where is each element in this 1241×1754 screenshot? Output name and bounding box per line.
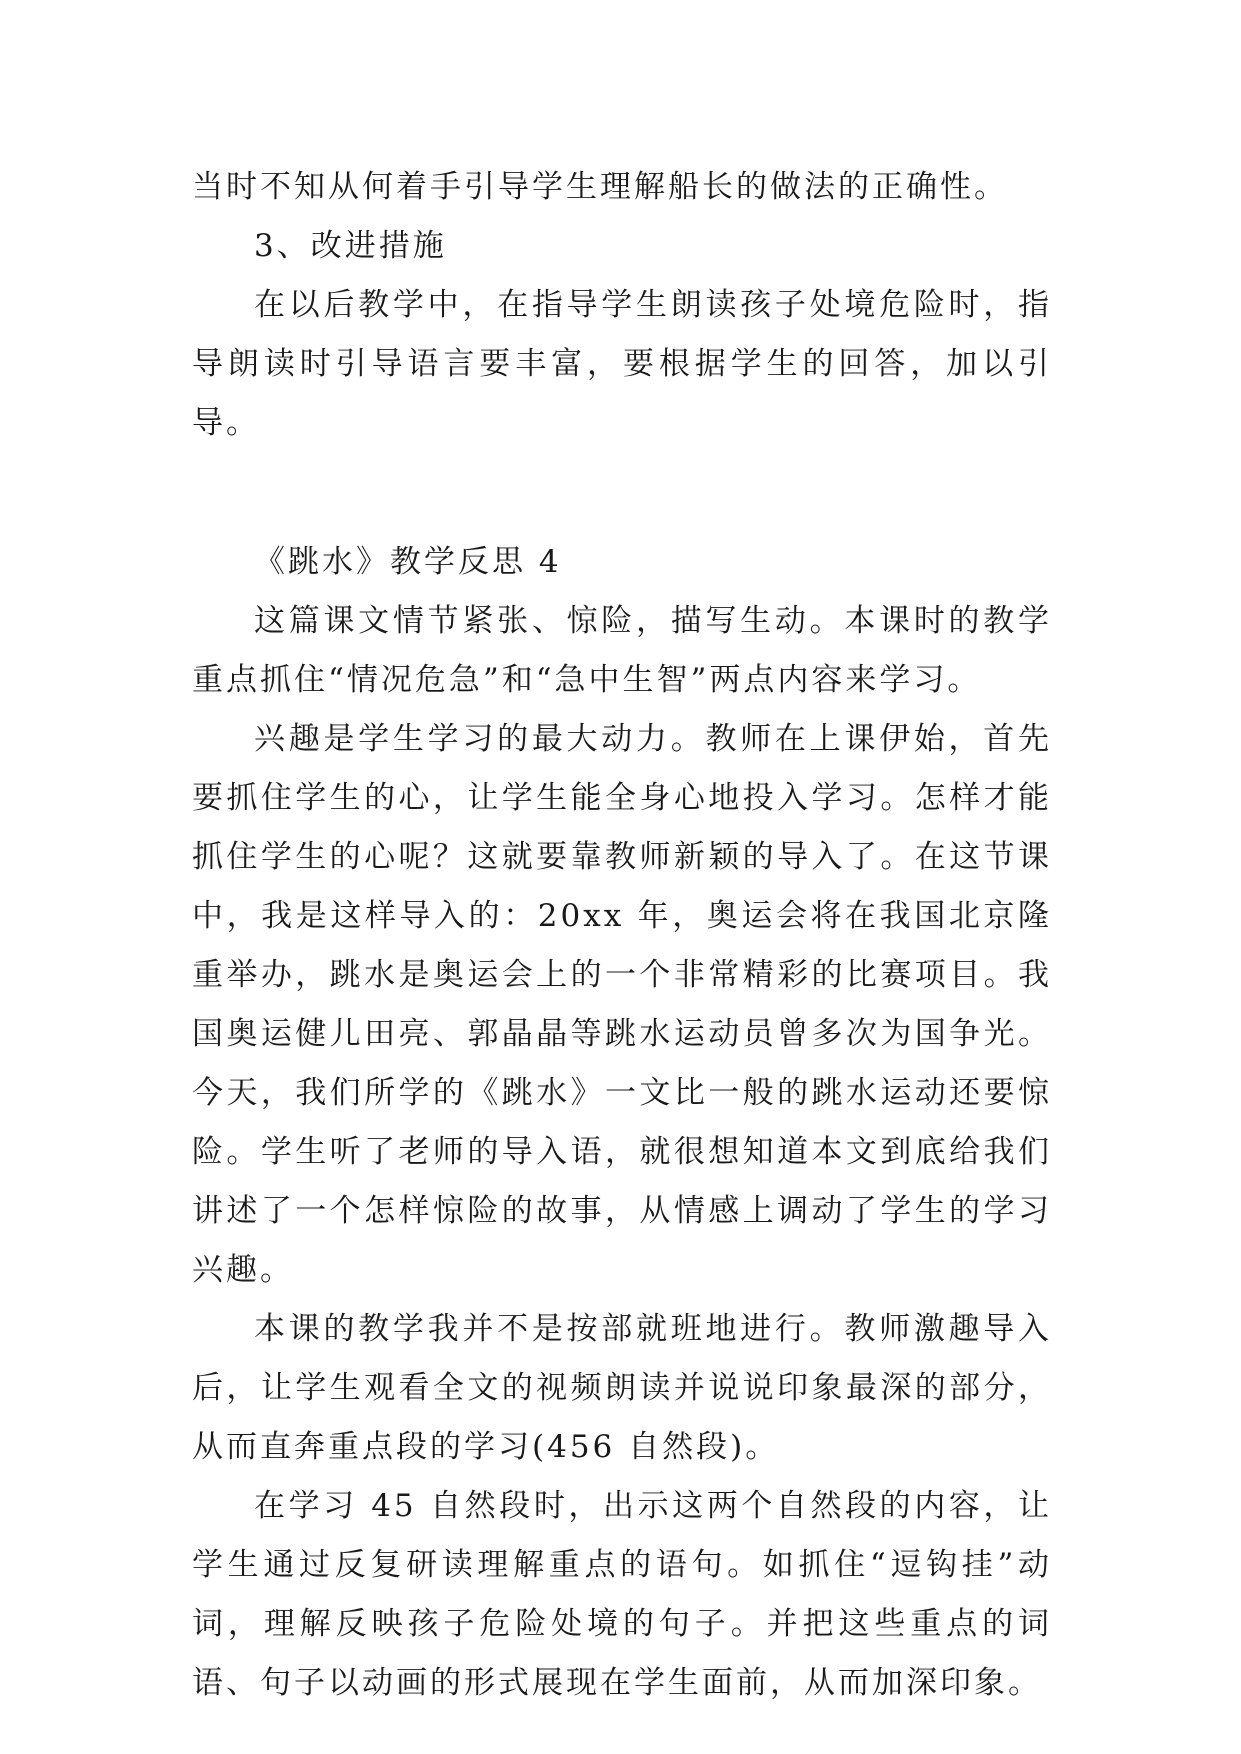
paragraph: 在学习 45 自然段时，出示这两个自然段的内容，让学生通过反复研读理解重点的语句。如抓住“逗钩挂”动词，理解反映孩子危险处境的句子。并把这些重点的词语、句子以动画的形式展现在学生面前，从而加深印象。 <box>192 1488 1052 1701</box>
section-gap <box>192 453 1052 533</box>
continuation-line: 当时不知从何着手引导学生理解船长的做法的正确性。 <box>192 169 1008 205</box>
document-page <box>192 158 1052 1713</box>
improvement-heading: 3、改进措施 <box>254 228 447 264</box>
improvement-text: 在以后教学中，在指导学生朗读孩子处境危险时，指导朗读时引导语言要丰富，要根据学生的回答，加以引导。 <box>192 287 1052 441</box>
section-title: 《跳水》教学反思 4 <box>254 544 562 580</box>
paragraph: 本课的教学我并不是按部就班地进行。教师激趣导入后，让学生观看全文的视频朗读并说说印象最深的部分，从而直奔重点段的学习(456 自然段)。 <box>192 1311 1052 1465</box>
paragraph: 兴趣是学生学习的最大动力。教师在上课伊始，首先要抓住学生的心，让学生能全身心地投入学习。怎样才能抓住学生的心呢？这就要靠教师新颖的导入了。在这节课中，我是这样导入的：20xx 年，奥运会将在我国北京隆重举办，跳水是奥运会上的一个非常精彩的比赛项目。我国奥运健儿田亮、郭晶晶等跳水运动员曾多次为国争光。今天，我们所学的《跳水》一文比一般的跳水运动还要惊险。学生听了老师的导入语，就很想知道本文到底给我们讲述了一个怎样惊险的故事，从情感上调动了学生的学习兴趣。 <box>192 721 1052 1288</box>
paragraph: 这篇课文情节紧张、惊险，描写生动。本课时的教学重点抓住“情况危急”和“急中生智”两点内容来学习。 <box>192 603 1052 698</box>
